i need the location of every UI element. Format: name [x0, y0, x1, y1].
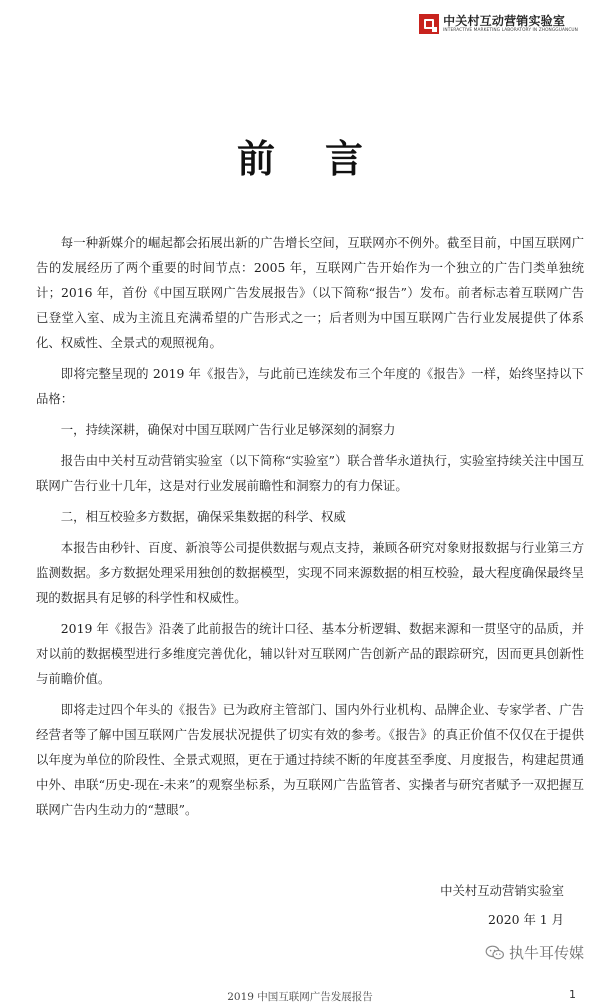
wechat-icon: [485, 945, 505, 961]
logo-chinese-name: 中关村互动营销实验室: [443, 14, 566, 28]
logo-text: [443, 14, 578, 34]
paragraph-section-2: 本报告由秒针、百度、新浪等公司提供数据与观点支持，兼顾各研究对象财报数据与行业第三方监测数据。多方数据处理采用独创的数据模型，实现不同来源数据的相互校验，最大程度确保最终呈现的数据具有足够的科学性和权威性。: [36, 540, 584, 605]
signature-block: [440, 876, 564, 934]
paragraph-section-1: 报告由中关村互动营销实验室（以下简称“实验室”）联合普华永道执行，实验室持续关注中国互联网广告行业十几年，这是对行业发展前瞻性和洞察力的有力保证。: [36, 453, 584, 493]
paragraph-2019-report: 2019 年《报告》沿袭了此前报告的统计口径、基本分析逻辑、数据来源和一贯坚守的品质，并对以前的数据模型进行多维度完善优化，辅以针对互联网广告创新产品的跟踪研究，因而更具创新性与前瞻价值。: [36, 621, 584, 686]
header-logo: [419, 14, 578, 34]
page-number: 1: [569, 988, 576, 1001]
signature-date: 2020 年 1 月: [487, 912, 564, 927]
square-logo-icon: [419, 14, 439, 34]
signature-org: 中关村互动营销实验室: [440, 883, 564, 898]
watermark: [485, 942, 584, 963]
logo-english-name: INTERACTIVE MARKETING LABORATORY IN ZHONGGUANCUN: [443, 28, 578, 33]
paragraph-qualities: 即将完整呈现的 2019 年《报告》，与此前已连续发布三个年度的《报告》一样，始终坚持以下品格：: [36, 366, 584, 406]
paragraph-intro: 每一种新媒介的崛起都会拓展出新的广告增长空间，互联网亦不例外。截至目前，中国互联网广告的发展经历了两个重要的时间节点：2005 年，互联网广告开始作为一个独立的广告门类单独统计；2016 年，首份《中国互联网广告发展报告》（以下简称“报告”）发布。前者标志着互联网广告已登堂入室、成为主流且充满希望的广告形式之一；后者则为中国互联网广告行业发展提供了体系化、权威性、全景式的观照视角。: [36, 235, 584, 350]
section-heading-2: 二，相互校验多方数据，确保采集数据的科学、权威: [60, 509, 346, 524]
section-heading-1: 一，持续深耕，确保对中国互联网广告行业足够深刻的洞察力: [60, 422, 396, 437]
watermark-text: 执牛耳传媒: [508, 944, 584, 962]
page-title: 前言: [236, 137, 413, 181]
footer-title: 2019 中国互联网广告发展报告: [227, 991, 373, 1003]
paragraph-value: 即将走过四个年头的《报告》已为政府主管部门、国内外行业机构、品牌企业、专家学者、广告经营者等了解中国互联网广告发展状况提供了切实有效的参考。《报告》的真正价值不仅仅在于提供以年度为单位的阶段性、全景式观照，更在于通过持续不断的年度甚至季度、月度报告，构建起贯通中外、串联“历史-现在-未来”的观察坐标系，为互联网广告监管者、实操者与研究者赋予一双把握互联网广告内生动力的“慧眼”。: [36, 702, 584, 817]
preface-body: [36, 230, 584, 828]
